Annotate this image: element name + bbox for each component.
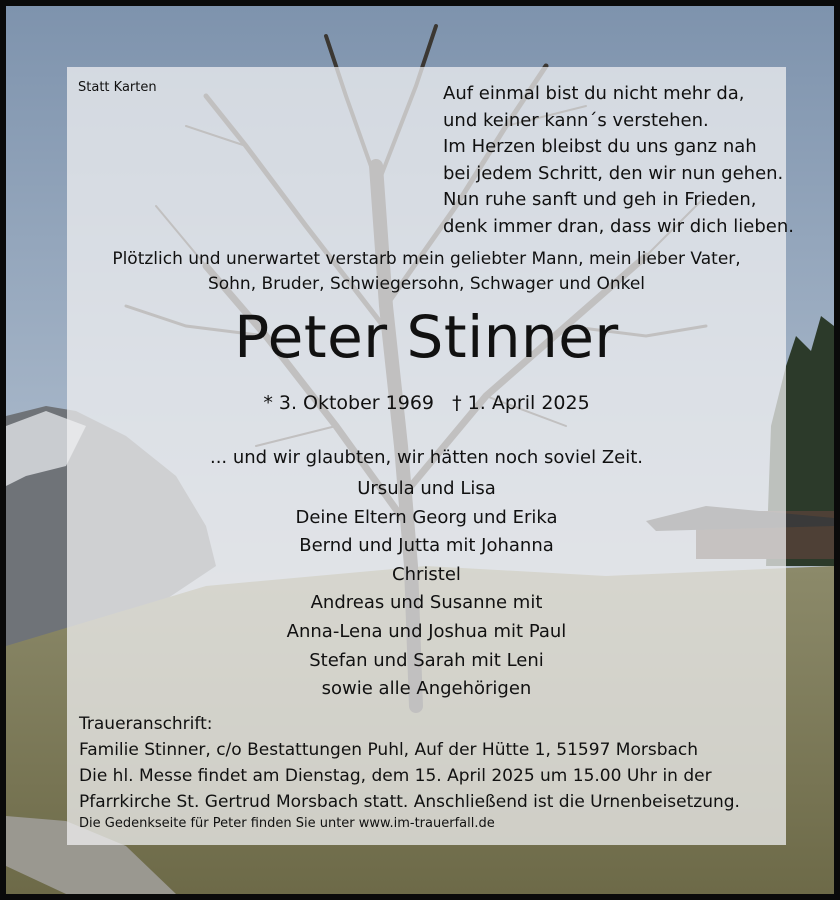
death-date: † 1. April 2025 <box>452 392 590 414</box>
mourner: Stefan und Sarah mit Leni <box>309 649 544 671</box>
poem-line: Im Herzen bleibst du uns ganz nah <box>443 136 757 158</box>
intro-line: Sohn, Bruder, Schwiegersohn, Schwager und Onkel <box>207 274 646 294</box>
poem <box>443 81 794 241</box>
memorial-page-note: Die Gedenkseite für Peter finden Sie unter www.im-trauerfall.de <box>79 816 495 831</box>
address-label: Traueranschrift: <box>79 714 213 734</box>
birth-date: * 3. Oktober 1969 <box>263 392 435 414</box>
mourner: Deine Eltern Georg und Erika <box>295 506 558 528</box>
poem-line: bei jedem Schritt, den wir nun gehen. <box>443 162 784 184</box>
text-panel <box>67 67 794 845</box>
poem-line: und keiner kann´s verstehen. <box>443 109 709 131</box>
mourner: Bernd und Jutta mit Johanna <box>299 535 554 557</box>
poem-line: denk immer dran, dass wir dich lieben. <box>443 215 794 237</box>
details <box>79 711 740 815</box>
life-dates <box>67 392 786 414</box>
intro-text <box>67 247 786 297</box>
quote: ... und wir glaubten, wir hätten noch soviel Zeit. <box>209 447 644 468</box>
service-line: Die hl. Messe findet am Dienstag, dem 15. April 2025 um 15.00 Uhr in der <box>79 766 712 786</box>
deceased-name: Peter Stinner <box>234 303 619 371</box>
mourners-list <box>67 475 786 704</box>
intro-line: Plötzlich und unerwartet verstarb mein geliebter Mann, mein lieber Vater, <box>112 249 741 269</box>
poem-line: Nun ruhe sanft und geh in Frieden, <box>443 189 757 211</box>
service-line: Pfarrkirche St. Gertrud Morsbach statt. Anschließend ist die Urnenbeisetzung. <box>79 792 740 812</box>
poem-line: Auf einmal bist du nicht mehr da, <box>443 83 745 104</box>
mourner: sowie alle Angehörigen <box>321 678 532 700</box>
statt-karten: Statt Karten <box>78 80 157 95</box>
address-line: Familie Stinner, c/o Bestattungen Puhl, Auf der Hütte 1, 51597 Morsbach <box>79 740 699 760</box>
mourner: Anna-Lena und Joshua mit Paul <box>286 620 567 642</box>
mourner: Christel <box>392 563 461 585</box>
mourner: Ursula und Lisa <box>357 478 496 499</box>
mourner: Andreas und Susanne mit <box>310 592 543 614</box>
